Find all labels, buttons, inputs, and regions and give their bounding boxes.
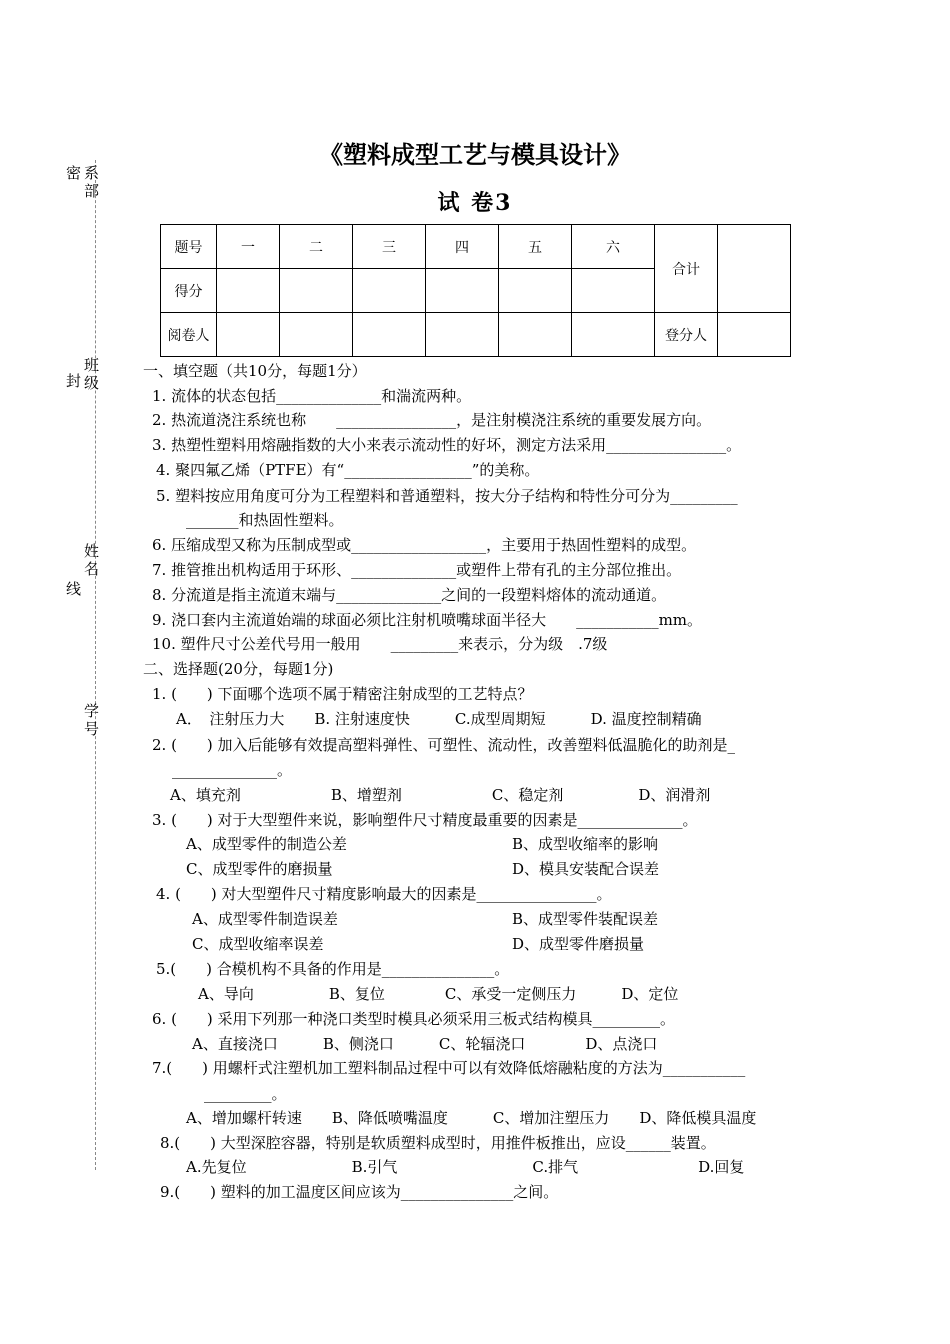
score-header-cell: 三 <box>353 225 426 269</box>
margin-mi: 密 <box>66 164 82 182</box>
choice-option: C、成型收缩率误差 <box>192 935 324 953</box>
fill-question: 6. 压缩成型又称为压制成型或__________________，主要用于热固性塑料的成型。 <box>152 536 697 554</box>
section2-heading: 二、选择题(20分，每题1分) <box>143 660 334 678</box>
total-cell[interactable] <box>718 225 791 313</box>
fill-question: 4. 聚四氟乙烯（PTFE）有“_________________”的美称。 <box>156 461 540 479</box>
fill-question: 3. 热塑性塑料用熔融指数的大小来表示流动性的好坏，测定方法采用________________。 <box>152 436 742 454</box>
choice-options: A、导向 B、复位 C、承受一定侧压力 D、定位 <box>198 985 679 1003</box>
margin-student-id: 学号 <box>84 702 100 738</box>
fill-question: 5. 塑料按应用角度可分为工程塑料和普通塑料，按大分子结构和特性分可分为_________ <box>156 487 738 505</box>
score-header-cell: 六 <box>572 225 655 269</box>
score-cell[interactable] <box>217 269 280 313</box>
choice-options: A、直接浇口 B、侧浇口 C、轮辐浇口 D、点浇口 <box>192 1035 658 1053</box>
registrar-label: 登分人 <box>655 313 718 357</box>
fill-question: 8. 分流道是指主流道末端与______________之间的一段塑料熔体的流动通道。 <box>152 586 667 604</box>
choice-options: A.先复位 B.引气 C.排气 D.回复 <box>186 1158 745 1176</box>
exam-subtitle: 试 卷3 <box>437 190 513 216</box>
choice-option: D、成型零件磨损量 <box>512 935 645 953</box>
choice-question: 9.( ) 塑料的加工温度区间应该为_______________之间。 <box>160 1183 559 1201</box>
fill-question-continued: _______和热固性塑料。 <box>186 511 344 529</box>
score-header-cell: 一 <box>217 225 280 269</box>
choice-question: 4. ( ) 对大型塑件尺寸精度影响最大的因素是________________。 <box>156 885 612 903</box>
score-header-cell: 五 <box>499 225 572 269</box>
margin-xian: 线 <box>66 580 82 598</box>
score-header-cell: 四 <box>426 225 499 269</box>
score-row-label: 得分 <box>161 269 217 313</box>
grader-cell[interactable] <box>426 313 499 357</box>
choice-option: A、成型零件的制造公差 <box>186 835 347 853</box>
fill-question: 2. 热流道浇注系统也称 ________________，是注射模浇注系统的重要发展方向。 <box>152 411 712 429</box>
score-cell[interactable] <box>426 269 499 313</box>
choice-options: A、填充剂 B、增塑剂 C、稳定剂 D、润滑剂 <box>170 786 711 804</box>
choice-question: 5.( ) 合模机构不具备的作用是_______________。 <box>156 960 510 978</box>
total-label: 合计 <box>655 225 718 313</box>
choice-question: 6. ( ) 采用下列那一种浇口类型时模具必须采用三板式结构模具_________。 <box>152 1010 676 1028</box>
choice-question: 1. ( ) 下面哪个选项不属于精密注射成型的工艺特点？ <box>152 685 533 703</box>
binding-line <box>95 160 96 1170</box>
choice-option: C、成型零件的磨损量 <box>186 860 333 878</box>
grader-cell[interactable] <box>353 313 426 357</box>
choice-question-continued: _________。 <box>204 1085 287 1103</box>
choice-question-continued: ______________。 <box>172 761 293 779</box>
choice-question: 8.( ) 大型深腔容器，特别是软质塑料成型时，用推件板推出，应设______装置。 <box>160 1134 716 1152</box>
choice-option: B、成型收缩率的影响 <box>512 835 659 853</box>
choice-question: 3. ( ) 对于大型塑件来说，影响塑件尺寸精度最重要的因素是______________。 <box>152 811 698 829</box>
choice-option: D、模具安装配合误差 <box>512 860 660 878</box>
fill-question: 1. 流体的状态包括______________和湍流两种。 <box>152 387 472 405</box>
margin-class: 班级 <box>84 356 100 392</box>
score-cell[interactable] <box>353 269 426 313</box>
score-header-cell: 二 <box>280 225 353 269</box>
choice-option: A、成型零件制造误差 <box>192 910 338 928</box>
score-cell[interactable] <box>280 269 353 313</box>
grader-row-label: 阅卷人 <box>161 313 217 357</box>
grader-cell[interactable] <box>280 313 353 357</box>
fill-question: 7. 推管推出机构适用于环形、______________或塑件上带有孔的主分部位推出。 <box>152 561 682 579</box>
fill-question: 10. 塑件尺寸公差代号用一般用 _________来表示，分为级 .7级 <box>152 635 608 653</box>
score-cell[interactable] <box>499 269 572 313</box>
margin-name: 姓名 <box>84 542 100 578</box>
fill-question: 9. 浇口套内主流道始端的球面必须比注射机喷嘴球面半径大 ___________mm。 <box>152 611 703 629</box>
choice-option: B、成型零件装配误差 <box>512 910 659 928</box>
section1-heading: 一、填空题（共10分，每题1分） <box>143 362 367 380</box>
exam-title: 《塑料成型工艺与模具设计》 <box>319 140 631 169</box>
margin-department: 系部 <box>84 164 100 200</box>
choice-question: 2. ( ) 加入后能够有效提高塑料弹性、可塑性、流动性，改善塑料低温脆化的助剂是_ <box>152 736 736 754</box>
choice-options: A． 注射压力大 B. 注射速度快 C.成型周期短 D. 温度控制精确 <box>176 710 702 728</box>
score-table <box>160 224 791 357</box>
registrar-cell[interactable] <box>718 313 791 357</box>
choice-question: 7.( ) 用螺杆式注塑机加工塑料制品过程中可以有效降低熔融粘度的方法为___________ <box>152 1059 746 1077</box>
choice-options: A、增加螺杆转速 B、降低喷嘴温度 C、增加注塑压力 D、降低模具温度 <box>186 1109 757 1127</box>
score-header-cell: 题号 <box>161 225 217 269</box>
score-cell[interactable] <box>572 269 655 313</box>
grader-cell[interactable] <box>572 313 655 357</box>
margin-feng: 封 <box>66 372 82 390</box>
grader-cell[interactable] <box>499 313 572 357</box>
grader-cell[interactable] <box>217 313 280 357</box>
